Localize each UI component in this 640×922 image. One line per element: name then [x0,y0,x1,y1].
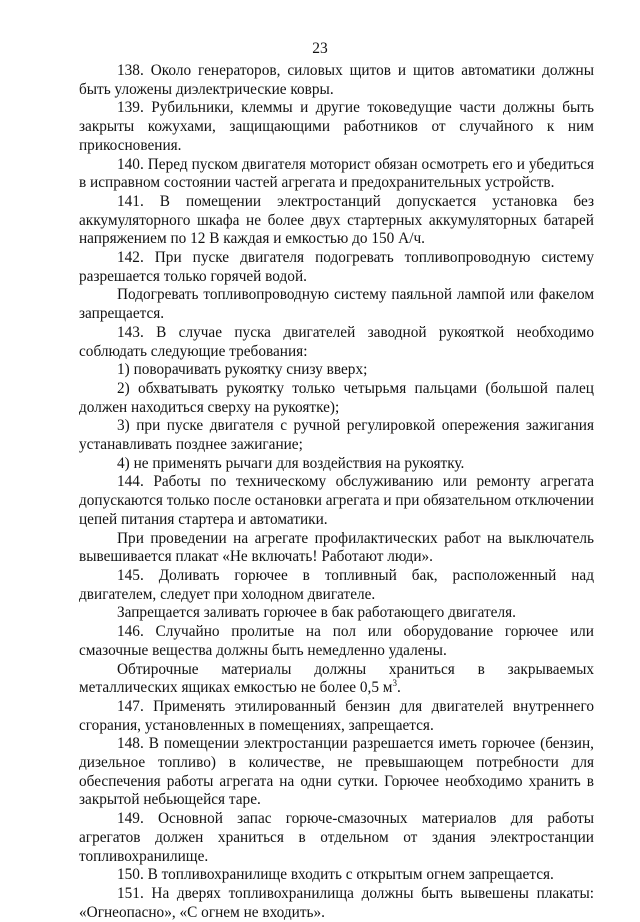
page-number: 23 [312,40,328,57]
list-item-143-2: 2) обхватывать рукоятку только четырьмя пальцами (большой палец должен находиться сверху на рукоятке); [79,379,594,416]
paragraph-144: 144. Работы по техническому обслуживанию или ремонту агрегата допускаются только после остановки агрегата и при обязательном отключении цепей питания стартера и автоматики. [79,473,594,528]
paragraph-142-note: Подогревать топливопроводную систему паяльной лампой или факелом запрещается. [79,286,594,323]
paragraph-147: 147. Применять этилированный бензин для двигателей внутреннего сгорания, установленных в помещениях, запрещается. [79,697,594,734]
paragraph-138: 138. Около генераторов, силовых щитов и щитов автоматики должны быть уложены диэлектрические ковры. [79,62,594,98]
paragraph-146: 146. Случайно пролитые на пол или оборудование горючее или смазочные вещества должны быть немедленно удалены. [79,623,594,659]
superscript-cubed: 3 [392,678,397,689]
paragraph-150: 150. В топливохранилище входить с открытым огнем запрещается. [117,866,554,884]
paragraph-145: 145. Доливать горючее в топливный бак, расположенный над двигателем, следует при холодном двигателе. [79,566,594,603]
list-item-143-3: 3) при пуске двигателя с ручной регулировкой опережения зажигания устанавливать позднее зажигание; [79,417,594,454]
paragraph-151: 151. На дверях топливохранилища должны быть вывешены плакаты: «Огнеопасно», «С огнем не входить». [79,884,594,921]
paragraph-144-note: При проведении на агрегате профилактических работ на выключатель вывешивается плакат «Не включать! Работают люди». [79,529,594,566]
paragraph-140: 140. Перед пуском двигателя моторист обязан осмотреть его и убедиться в исправном состоянии частей агрегата и предохранительных устройств. [79,155,594,192]
paragraph-146-note-end: . [396,679,401,697]
list-item-143-4: 4) не применять рычаги для воздействия на рукоятку. [117,454,465,472]
paragraph-145-note: Запрещается заливать горючее в бак работающего двигателя. [117,604,516,622]
paragraph-146-note-text: Обтирочные материалы должны храниться в закрываемых металлических ящиках емкостью не более 0,5 м [79,660,594,697]
paragraph-148: 148. В помещении электростанции разрешается иметь горючее (бензин, дизельное топливо) в количестве, не превышающем потребности для обеспечения работы агрегата на одни сутки. Горючее необходимо хранить в закрытой небьющейся таре. [79,735,594,809]
list-item-143-1: 1) поворачивать рукоятку снизу вверх; [117,361,368,379]
document-body [79,62,594,922]
paragraph-149: 149. Основной запас горюче-смазочных материалов для работы агрегатов должен храниться в отдельном от здания электростанции топливохранилище. [79,810,594,865]
paragraph-141: 141. В помещении электростанций допускается установка без аккумуляторного шкафа не более двух стартерных аккумуляторных батарей напряжением по 12 В каждая и емкостью до 150 А/ч. [79,192,594,248]
paragraph-139: 139. Рубильники, клеммы и другие токоведущие части должны быть закрыты кожухами, защищающими работников от случайного к ним прикосновения. [79,99,594,154]
paragraph-143: 143. В случае пуска двигателей заводной рукояткой необходимо соблюдать следующие требования: [79,323,594,360]
paragraph-142: 142. При пуске двигателя подогревать топливопроводную систему разрешается только горячей водой. [79,249,594,285]
paragraph-146-note [79,661,594,698]
